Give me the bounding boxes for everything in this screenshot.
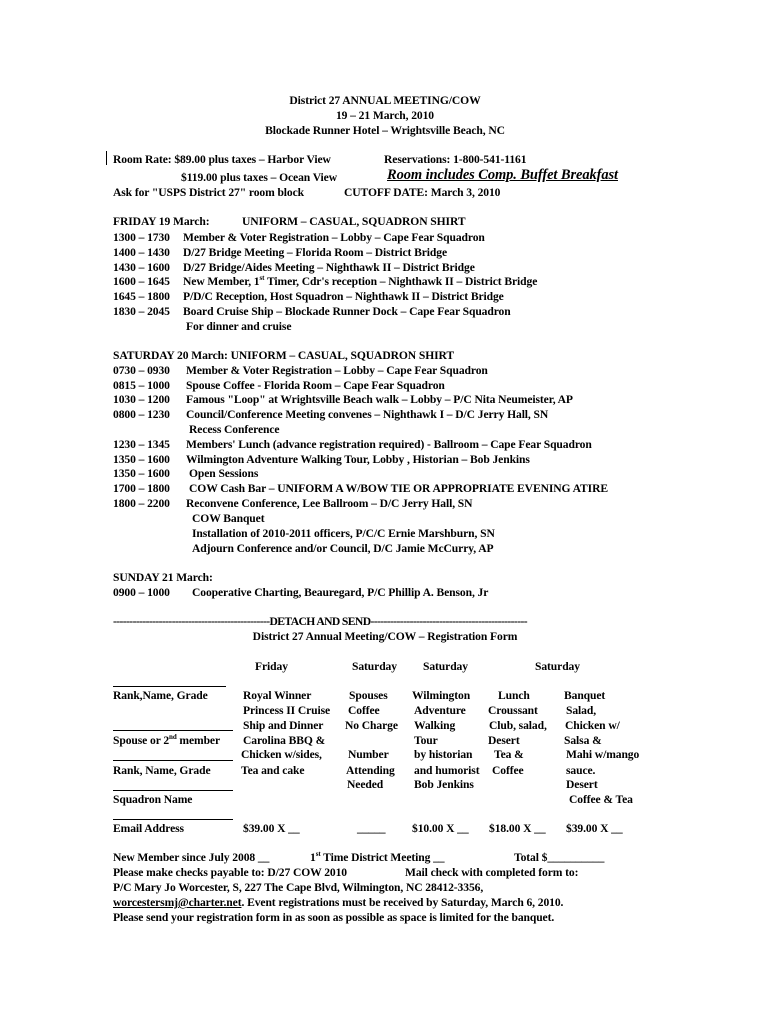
spouses-item: Attending [346, 764, 395, 777]
banquet-line: Installation of 2010-2011 officers, P/C/C Ernie Marshburn, SN [192, 527, 495, 540]
saturday-time: 0815 – 1000 [113, 379, 170, 392]
spouses-item: Number [348, 748, 389, 761]
spouse-rank-name-field[interactable] [113, 760, 233, 761]
saturday-time: 1350 – 1600 [113, 453, 170, 466]
friday-event: Board Cruise Ship – Blockade Runner Dock – Cape Fear Squadron [183, 305, 511, 318]
friday-event: P/D/C Reception, Host Squadron – Nighthawk II – District Bridge [183, 290, 504, 303]
lunch-item: Croussant [488, 704, 538, 717]
saturday-time: 1700 – 1800 [113, 482, 170, 495]
squadron-name-label: Squadron Name [113, 793, 193, 806]
room-block-note: Ask for "USPS District 27" room block [113, 186, 305, 199]
email-address-label: Email Address [113, 822, 184, 835]
spouses-item: Coffee [348, 704, 380, 717]
wilmington-price-field[interactable]: $10.00 X __ [412, 822, 469, 835]
banquet-item: Chicken w/ [565, 719, 620, 732]
sunday-heading: SUNDAY 21 March: [113, 571, 213, 584]
wilmington-item: Walking [414, 719, 456, 732]
spouse-field[interactable] [113, 730, 233, 731]
friday-uniform: UNIFORM – CASUAL, SQUADRON SHIRT [242, 215, 466, 228]
lunch-item: Desert [488, 734, 520, 747]
saturday-event: Council/Conference Meeting convenes – Nighthawk I – D/C Jerry Hall, SN [186, 408, 549, 421]
lunch-price-field[interactable]: $18.00 X __ [489, 822, 546, 835]
friday-item: Chicken w/sides, [241, 748, 322, 761]
sunday-event: Cooperative Charting, Beauregard, P/C Phillip A. Benson, Jr [192, 586, 489, 599]
col-head-saturday: Saturday [535, 660, 580, 673]
spouses-item: Spouses [349, 689, 388, 702]
email-link[interactable]: worcestersmj@charter.net [113, 896, 242, 909]
saturday-time: 1350 – 1600 [113, 467, 170, 480]
spouse-label: Spouse or 2nd member [113, 733, 221, 747]
spouse-rank-name-label: Rank, Name, Grade [113, 764, 211, 777]
banquet-line: Adjourn Conference and/or Council, D/C Jamie McCurry, AP [192, 542, 494, 555]
friday-note: For dinner and cruise [186, 320, 292, 333]
banquet-item: Mahi w/mango [566, 748, 640, 761]
lunch-item: Coffee [492, 764, 524, 777]
wilmington-item: and humorist [414, 764, 480, 777]
lunch-item: Tea & [494, 748, 524, 761]
saturday-event: Spouse Coffee - Florida Room – Cape Fear Squadron [186, 379, 445, 392]
friday-event: D/27 Bridge Meeting – Florida Room – District Bridge [183, 246, 447, 259]
event-dates: 19 – 21 March, 2010 [335, 109, 435, 122]
col-head-saturday: Saturday [352, 660, 397, 673]
spouses-item: Needed [347, 778, 384, 791]
friday-item: Princess II Cruise [243, 704, 331, 717]
saturday-time: 0730 – 0930 [113, 364, 170, 377]
text-cursor [106, 151, 107, 165]
saturday-event: Recess Conference [189, 423, 280, 436]
friday-time: 1600 – 1645 [113, 275, 170, 288]
banquet-line: COW Banquet [192, 512, 265, 525]
room-rate-ocean: $119.00 plus taxes – Ocean View [181, 171, 337, 184]
lunch-item: Club, salad, [489, 719, 547, 732]
saturday-time: 0800 – 1230 [113, 408, 170, 421]
banquet-item: Salad, [566, 704, 597, 717]
wilmington-item: Bob Jenkins [414, 778, 474, 791]
new-member-field[interactable]: New Member since July 2008 __ [113, 851, 270, 864]
first-time-field[interactable]: 1st Time District Meeting __ [310, 850, 445, 864]
event-title: District 27 ANNUAL MEETING/COW [289, 94, 481, 107]
friday-event: New Member, 1st Timer, Cdr's reception – Nighthawk II – District Bridge [183, 274, 538, 288]
friday-event: Member & Voter Registration – Lobby – Cape Fear Squadron [183, 231, 485, 244]
saturday-event: Members' Lunch (advance registration required) - Ballroom – Cape Fear Squadron [186, 438, 592, 451]
friday-time: 1645 – 1800 [113, 290, 170, 303]
saturday-event: Wilmington Adventure Walking Tour, Lobby , Historian – Bob Jenkins [186, 453, 530, 466]
col-head-friday: Friday [255, 660, 288, 673]
friday-item: Tea and cake [241, 764, 305, 777]
lunch-item: Lunch [498, 689, 530, 702]
email-address-field[interactable] [113, 819, 233, 820]
spouses-item: No Charge [345, 719, 398, 732]
banquet-price-field[interactable]: $39.00 X __ [566, 822, 623, 835]
mailing-address: P/C Mary Jo Worcester, S, 227 The Cape Blvd, Wilmington, NC 28412-3356, [113, 881, 484, 894]
wilmington-item: Wilmington [412, 689, 471, 702]
saturday-time: 1230 – 1345 [113, 438, 170, 451]
banquet-item: Coffee & Tea [569, 793, 633, 806]
banquet-item: Salsa & [564, 734, 602, 747]
banquet-item: sauce. [566, 764, 596, 777]
cutoff-date: CUTOFF DATE: March 3, 2010 [344, 186, 501, 199]
event-venue: Blockade Runner Hotel – Wrightsville Beach, NC [265, 124, 505, 137]
squadron-name-field[interactable] [113, 790, 233, 791]
friday-time: 1300 – 1730 [113, 231, 170, 244]
friday-time: 1400 – 1430 [113, 246, 170, 259]
checks-payable: Please make checks payable to: D/27 COW 2010 [113, 866, 348, 879]
friday-time: 1430 – 1600 [113, 261, 170, 274]
banquet-item: Banquet [564, 689, 606, 702]
deadline-line: worcestersmj@charter.net. Event registrations must be received by Saturday, March 6, 2010. [113, 896, 564, 909]
friday-item: Ship and Dinner [243, 719, 324, 732]
saturday-time: 1800 – 2200 [113, 497, 170, 510]
mail-check: Mail check with completed form to: [405, 866, 579, 879]
friday-time: 1830 – 2045 [113, 305, 170, 318]
banquet-item: Desert [566, 778, 598, 791]
friday-price-field[interactable]: $39.00 X __ [243, 822, 300, 835]
detach-line: ------------------------------------------------DETACH AND SEND------------------------------------------------ [113, 615, 527, 628]
wilmington-item: Tour [414, 734, 438, 747]
wilmington-item: by historian [414, 748, 473, 761]
saturday-event: Open Sessions [189, 467, 259, 480]
sunday-time: 0900 – 1000 [113, 586, 170, 599]
rank-name-grade-field[interactable] [113, 686, 226, 687]
saturday-event: Famous "Loop" at Wrightsville Beach walk – Lobby – P/C Nita Neumeister, AP [186, 393, 573, 406]
friday-item: Royal Winner [243, 689, 312, 702]
breakfast-note: Room includes Comp. Buffet Breakfast [387, 167, 618, 183]
friday-event: D/27 Bridge/Aides Meeting – Nighthawk II – District Bridge [183, 261, 475, 274]
reservations-phone: Reservations: 1-800-541-1161 [384, 153, 527, 166]
saturday-event: Reconvene Conference, Lee Ballroom – D/C Jerry Hall, SN [186, 497, 473, 510]
rank-name-grade-label: Rank,Name, Grade [113, 689, 208, 702]
col-head-saturday: Saturday [423, 660, 468, 673]
saturday-heading: SATURDAY 20 March: UNIFORM – CASUAL, SQUADRON SHIRT [113, 349, 455, 362]
form-title: District 27 Annual Meeting/COW – Registration Form [252, 630, 518, 643]
spouses-count-field[interactable]: _____ [357, 822, 386, 835]
friday-heading: FRIDAY 19 March: [113, 215, 210, 228]
total-field[interactable]: Total $__________ [514, 851, 605, 864]
wilmington-item: Adventure [414, 704, 466, 717]
saturday-time: 1030 – 1200 [113, 393, 170, 406]
friday-item: Carolina BBQ & [243, 734, 326, 747]
room-rate-harbor: Room Rate: $89.00 plus taxes – Harbor View [113, 153, 331, 166]
asap-note: Please send your registration form in as soon as possible as space is limited for the banquet. [113, 911, 555, 924]
saturday-event: COW Cash Bar – UNIFORM A W/BOW TIE OR APPROPRIATE EVENING ATIRE [189, 482, 608, 495]
saturday-event: Member & Voter Registration – Lobby – Cape Fear Squadron [186, 364, 488, 377]
